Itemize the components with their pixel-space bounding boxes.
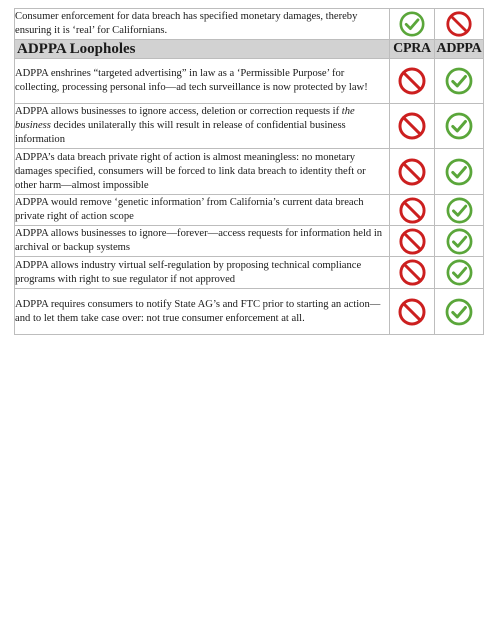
adppa-status-cell (435, 149, 484, 195)
check-icon (444, 157, 474, 187)
table-row (15, 9, 484, 40)
prohibited-icon (397, 66, 427, 96)
row-text-emphasis: the business (15, 106, 355, 131)
cpra-status-cell (390, 257, 435, 289)
cpra-status-cell (390, 149, 435, 195)
check-icon (444, 111, 474, 141)
table-row (15, 257, 484, 289)
check-icon (398, 10, 426, 38)
cpra-status-cell (390, 104, 435, 149)
column-header-adppa: ADPPA (435, 40, 484, 59)
adppa-status-cell (435, 104, 484, 149)
adppa-status-cell (435, 226, 484, 257)
row-description: Consumer enforcement for data breach has specified monetary damages, thereby ensuring it is ‘real’ for Californians. (15, 9, 390, 40)
prohibited-icon (397, 157, 427, 187)
table-row (15, 149, 484, 195)
table-header-row (15, 40, 484, 59)
prohibited-icon (397, 111, 427, 141)
row-description: ADPPA allows industry virtual self-regulation by proposing technical compliance programs with right to sue regulator if not approved (15, 257, 390, 289)
row-text-end: decides unilaterally this will result in release of confidential business information (15, 120, 346, 145)
adppa-status-cell (435, 59, 484, 104)
row-text-start: ADPPA allows businesses to ignore access, deletion or correction requests if (15, 106, 342, 117)
table-row (15, 59, 484, 104)
section-heading: ADPPA Loopholes (15, 40, 390, 59)
check-icon (444, 66, 474, 96)
table-row (15, 195, 484, 226)
check-icon (445, 227, 474, 256)
cpra-status-cell (390, 195, 435, 226)
cpra-status-cell (390, 289, 435, 335)
adppa-status-cell (435, 195, 484, 226)
table-row (15, 226, 484, 257)
cpra-status-cell (390, 59, 435, 104)
table-row (15, 104, 484, 149)
column-header-cpra: CPRA (390, 40, 435, 59)
check-icon (444, 297, 474, 327)
adppa-status-cell (435, 9, 484, 40)
adppa-status-cell (435, 257, 484, 289)
check-icon (445, 258, 474, 287)
prohibited-icon (445, 10, 473, 38)
prohibited-icon (397, 297, 427, 327)
row-description (15, 104, 390, 149)
check-icon (445, 196, 474, 225)
row-description: ADPPA enshrines “targeted advertising” in law as a ‘Permissible Purpose’ for collecting, processing personal info—ad tech surveillance is now protected by law! (15, 59, 390, 104)
table-row (15, 289, 484, 335)
prohibited-icon (398, 227, 427, 256)
prohibited-icon (398, 196, 427, 225)
row-description: ADPPA’s data breach private right of action is almost meaningless: no monetary damages specified, consumers will be forced to link data breach to identity theft or other harm—almost impossible (15, 149, 390, 195)
adppa-status-cell (435, 289, 484, 335)
row-description: ADPPA allows businesses to ignore—forever—access requests for information held in archival or backup systems (15, 226, 390, 257)
row-description: ADPPA would remove ‘genetic information’ from California’s current data breach private right of action scope (15, 195, 390, 226)
comparison-table (14, 8, 484, 335)
cpra-status-cell (390, 226, 435, 257)
row-description: ADPPA requires consumers to notify State AG’s and FTC prior to starting an action—and to let them take case over: not true consumer enforcement at all. (15, 289, 390, 335)
prohibited-icon (398, 258, 427, 287)
cpra-status-cell (390, 9, 435, 40)
